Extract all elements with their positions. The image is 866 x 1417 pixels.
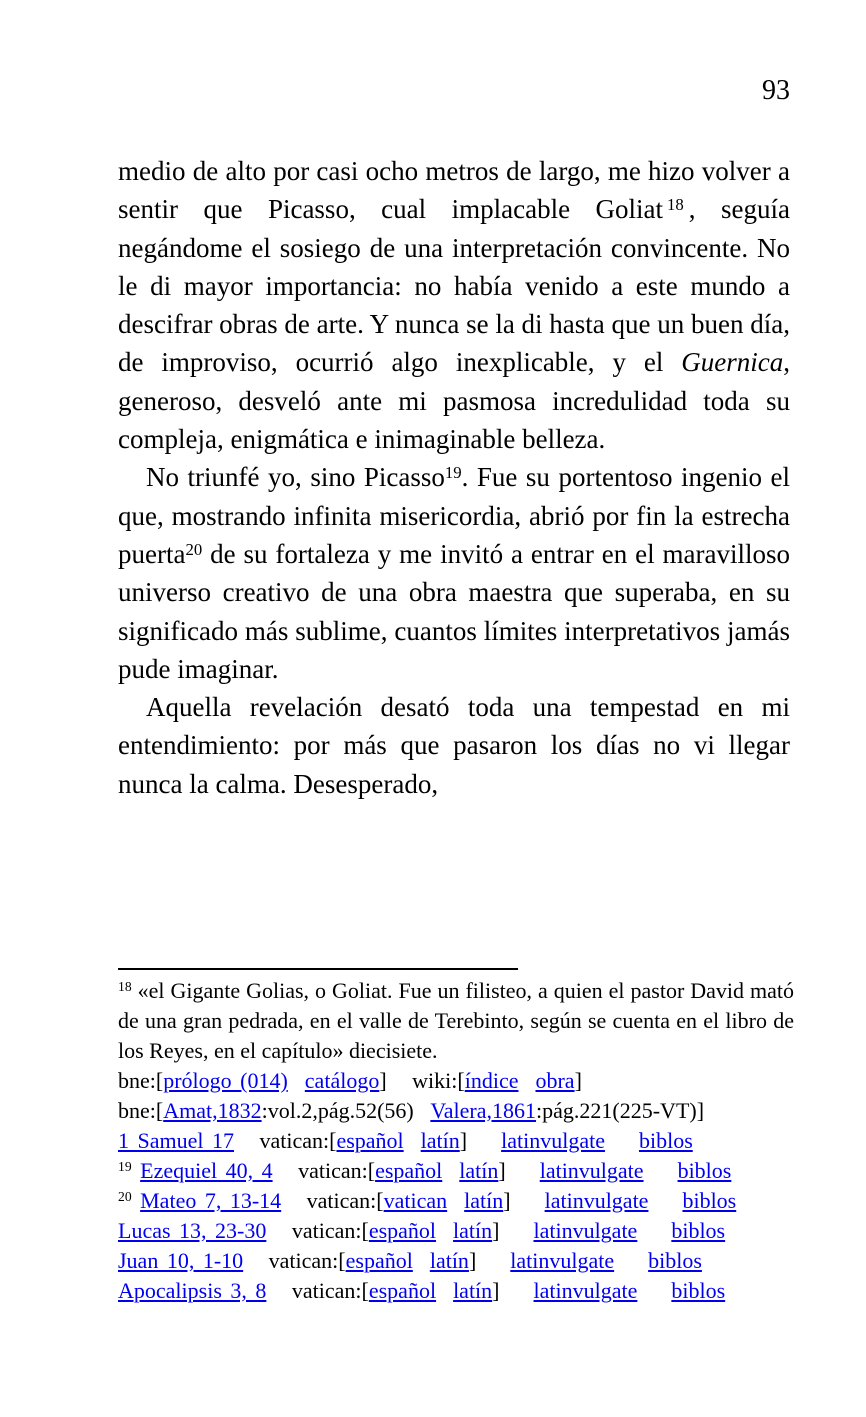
text-run <box>518 1068 535 1093</box>
text-run <box>644 1158 678 1183</box>
footnote-line <box>118 1186 794 1216</box>
text-run: ] <box>459 1128 502 1153</box>
footnote-link[interactable]: español <box>336 1128 404 1153</box>
footnote-line <box>118 1216 794 1246</box>
footnote-link[interactable]: índice <box>464 1068 519 1093</box>
text-run: de su fortaleza y me invitó a entrar en el maravilloso universo creativo de una obra maestra que superaba, en su significado más sublime, cuantos límites interpretativos jamás pude imaginar. <box>118 538 790 684</box>
text-run: , seguía negándome el sosiego de una interpretación convincente. No le di mayor importancia: no había venido a este mundo a descifrar obras de arte. Y nunca se la di hasta que un buen día, de improviso, ocurrió algo inexplicable, y el <box>118 194 790 378</box>
footnote-line <box>118 976 794 1066</box>
footnote-marker: 18 <box>118 979 132 995</box>
text-run <box>648 1188 682 1213</box>
text-run <box>288 1068 305 1093</box>
footnote-marker: 19 <box>118 1159 132 1175</box>
text-run: medio de alto por casi ocho metros de largo, me hizo volver a sentir que Picasso, cual implacable Goliat <box>118 156 790 225</box>
footnote-link[interactable]: latinvulgate <box>510 1248 615 1273</box>
text-run: vatican:[ <box>243 1248 346 1273</box>
text-run: vatican:[ <box>281 1188 384 1213</box>
text-run <box>132 1188 141 1213</box>
footnote-link[interactable]: Ezequiel 40, 4 <box>140 1158 273 1183</box>
footnote-line <box>118 1096 794 1126</box>
text-run: bne:[ <box>118 1098 164 1123</box>
footnote-line <box>118 1276 794 1306</box>
footnote-link[interactable]: latín <box>453 1278 493 1303</box>
text-run <box>637 1218 671 1243</box>
text-run: «el Gigante Golias, o Goliat. Fue un filisteo, a quien el pastor David mató de una gran pedrada, en el valle de Terebinto, según se cuenta en el libro de los Reyes, en el capítulo» diecisiete. <box>118 978 794 1063</box>
footnote-link[interactable]: latinvulgate <box>539 1158 644 1183</box>
text-run: :pág.221(225-VT)] <box>536 1098 705 1123</box>
footnote-line <box>118 1246 794 1276</box>
footnote-line <box>118 1066 794 1096</box>
text-run: ] <box>503 1188 545 1213</box>
footnote-link[interactable]: español <box>345 1248 413 1273</box>
footnote-link[interactable]: 1 Samuel 17 <box>118 1128 234 1153</box>
paragraph-3 <box>118 688 790 803</box>
text-run: bne:[ <box>118 1068 164 1093</box>
text-run <box>132 1158 141 1183</box>
footnote-link[interactable]: biblos <box>648 1248 702 1273</box>
footnote-link[interactable]: Juan 10, 1-10 <box>118 1248 244 1273</box>
text-run: ] <box>492 1218 534 1243</box>
footnote-link[interactable]: español <box>375 1158 443 1183</box>
text-run <box>447 1188 464 1213</box>
footnote-link[interactable]: latín <box>420 1128 460 1153</box>
footnote-line <box>118 1126 794 1156</box>
footnote-link[interactable]: Mateo 7, 13-14 <box>140 1188 282 1213</box>
footnote-marker: 20 <box>185 539 203 559</box>
text-run <box>614 1248 648 1273</box>
footnote-link[interactable]: latinvulgate <box>544 1188 649 1213</box>
paragraph-1 <box>118 152 790 458</box>
footnote-link[interactable]: Apocalipsis 3, 8 <box>118 1278 267 1303</box>
footnote-link[interactable]: biblos <box>671 1278 726 1303</box>
footnotes-section <box>118 976 794 1306</box>
footnote-link[interactable]: biblos <box>671 1218 726 1243</box>
page-number: 93 <box>762 75 790 106</box>
footnote-link[interactable]: latín <box>464 1188 504 1213</box>
text-run: vatican:[ <box>266 1278 369 1303</box>
text-run: Aquella revelación desató toda una tempestad en mi entendimiento: por más que pasaron los días no vi llegar nunca la calma. Desesperado, <box>118 692 790 799</box>
footnote-link[interactable]: latín <box>459 1158 499 1183</box>
footnote-link[interactable]: Valera,1861 <box>430 1098 537 1123</box>
footnote-link[interactable]: biblos <box>677 1158 732 1183</box>
footnote-link[interactable]: biblos <box>682 1188 737 1213</box>
text-run <box>605 1128 639 1153</box>
footnote-link[interactable]: español <box>368 1218 437 1243</box>
footnote-link[interactable]: vatican <box>383 1188 448 1213</box>
footnote-link[interactable]: Lucas 13, 23-30 <box>118 1218 267 1243</box>
text-run <box>442 1158 459 1183</box>
paragraph-2 <box>118 458 790 688</box>
text-run: vatican:[ <box>234 1128 337 1153</box>
text-run: . Fue su portentoso ingenio el que, mostrando infinita misericordia, abrió por fin la estrecha puerta <box>118 462 790 569</box>
text-run: ] <box>468 1248 511 1273</box>
text-run: No triunfé yo, sino Picasso <box>146 462 445 493</box>
text-run: ] wiki:[ <box>379 1068 465 1093</box>
text-run <box>404 1128 421 1153</box>
footnote-line <box>118 1156 794 1186</box>
footnote-link[interactable]: Amat,1832 <box>163 1098 262 1123</box>
text-run <box>436 1218 453 1243</box>
footnote-link[interactable]: obra <box>535 1068 575 1093</box>
footnote-link[interactable]: biblos <box>638 1128 693 1153</box>
footnote-marker: 20 <box>118 1189 132 1205</box>
footnote-separator <box>118 968 518 970</box>
text-run: ] <box>574 1068 582 1093</box>
text-run: vatican:[ <box>272 1158 376 1183</box>
text-run <box>637 1278 671 1303</box>
text-run: :vol.2,pág.52(56) <box>261 1098 431 1123</box>
footnote-link[interactable]: latín <box>453 1218 493 1243</box>
footnote-link[interactable]: latinvulgate <box>533 1218 638 1243</box>
footnote-link[interactable]: latinvulgate <box>501 1128 605 1153</box>
text-run <box>436 1278 453 1303</box>
footnote-link[interactable]: catálogo <box>304 1068 380 1093</box>
text-run <box>413 1248 430 1273</box>
body-text <box>118 152 790 803</box>
footnote-marker: 18 <box>667 194 684 214</box>
footnote-link[interactable]: latín <box>429 1248 469 1273</box>
footnote-link[interactable]: latinvulgate <box>533 1278 638 1303</box>
italic-text: Guernica <box>681 347 784 378</box>
text-run: , generoso, desveló ante mi pasmosa incredulidad toda su compleja, enigmática e inimaginable belleza. <box>118 347 790 455</box>
text-run: vatican:[ <box>266 1218 369 1243</box>
footnote-link[interactable]: español <box>368 1278 437 1303</box>
text-run: ] <box>498 1158 540 1183</box>
footnote-link[interactable]: prólogo (014) <box>163 1068 288 1093</box>
text-run: ] <box>492 1278 534 1303</box>
footnote-marker: 19 <box>444 463 462 483</box>
